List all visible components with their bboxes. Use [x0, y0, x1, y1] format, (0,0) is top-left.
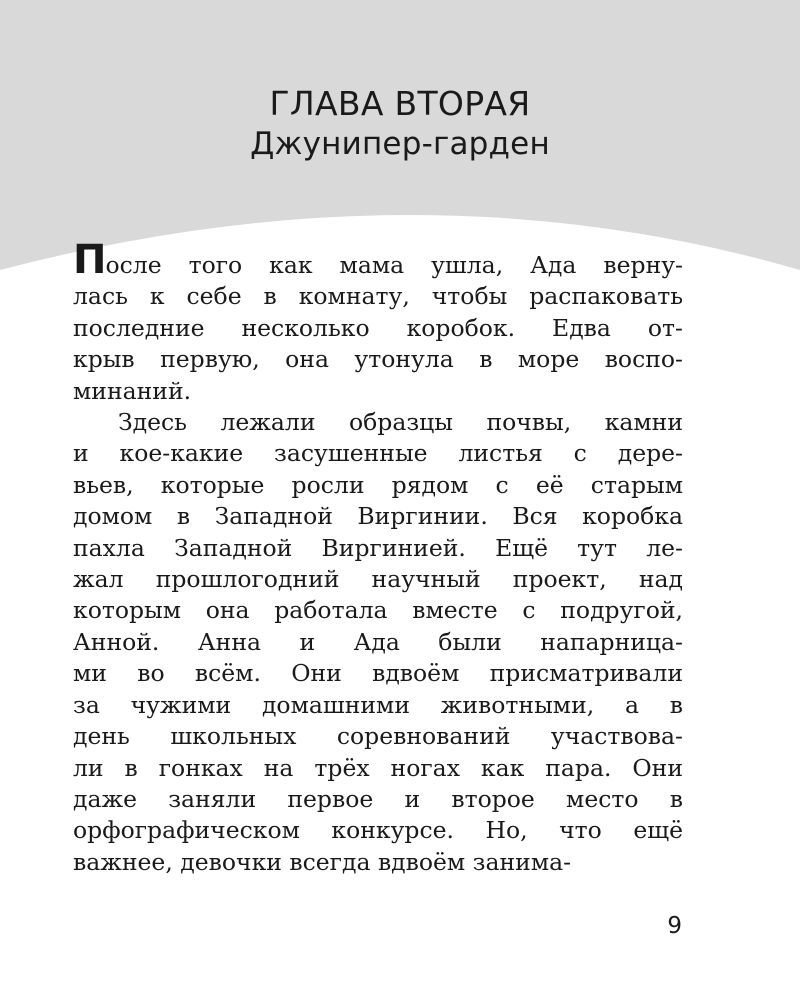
text-line-content: жал прошлогодний научный проект, над: [73, 565, 683, 594]
text-line: [73, 847, 683, 878]
text-line-content: пахла Западной Виргинией. Ещё тут ле-: [73, 533, 683, 562]
drop-cap: П: [73, 237, 106, 283]
text-line-content: домом в Западной Виргинии. Вся коробка: [73, 502, 683, 531]
text-line-content: важнее, девочки всегда вдвоём занима-: [73, 847, 572, 876]
text-line-content: орфографическом конкурсе. Но, что ещё: [73, 816, 683, 845]
text-line-content: и кое-какие засушенные листья с дере-: [73, 439, 683, 468]
text-line-content: Анной. Анна и Ада были напарница-: [73, 627, 683, 656]
text-line: [73, 376, 683, 407]
text-line-content: осле того как мама ушла, Ада верну-: [105, 251, 683, 279]
text-line: [73, 690, 683, 721]
text-line: [73, 815, 683, 846]
text-line-content: которым она работала вместе с подругой,: [73, 596, 683, 625]
text-line-content: минаний.: [73, 376, 192, 405]
text-line: [73, 595, 683, 626]
chapter-number: ГЛАВА ВТОРАЯ: [269, 84, 531, 123]
text-line: [73, 721, 683, 752]
paragraph-1: [73, 237, 683, 407]
text-line-content: ли в гонках на трёх ногах как пара. Они: [73, 753, 683, 782]
text-line-content: вьев, которые росли рядом с её старым: [73, 470, 683, 499]
text-line: [73, 313, 683, 344]
text-line-content: крыв первую, она утонула в море воспо-: [73, 345, 683, 374]
text-line: [73, 407, 683, 438]
text-line: [73, 658, 683, 689]
chapter-heading: [0, 84, 800, 164]
text-line: [73, 784, 683, 815]
chapter-text: [73, 237, 683, 878]
page-number: 9: [667, 913, 682, 939]
text-line: [73, 501, 683, 532]
paragraph-2: [73, 407, 683, 878]
text-line: [73, 438, 683, 469]
text-line: [73, 533, 683, 564]
chapter-title: Джунипер-гарден: [250, 126, 550, 162]
text-line-content: лась к себе в комнату, чтобы распаковать: [73, 282, 683, 311]
text-line-content: ми во всём. Они вдвоём присматривали: [73, 659, 683, 688]
text-line-content: Здесь лежали образцы почвы, камни: [118, 408, 683, 437]
text-line: [73, 564, 683, 595]
text-line-content: за чужими домашними животными, а в: [73, 690, 683, 719]
text-line-content: день школьных соревнований участвова-: [73, 722, 683, 751]
text-line: [73, 237, 683, 283]
text-line-content: последние несколько коробок. Едва от-: [73, 313, 683, 342]
text-line: [73, 470, 683, 501]
text-line-content: даже заняли первое и второе место в: [73, 784, 683, 813]
text-line: [73, 753, 683, 784]
text-line: [73, 627, 683, 658]
text-line: [73, 344, 683, 375]
text-line: [73, 281, 683, 312]
